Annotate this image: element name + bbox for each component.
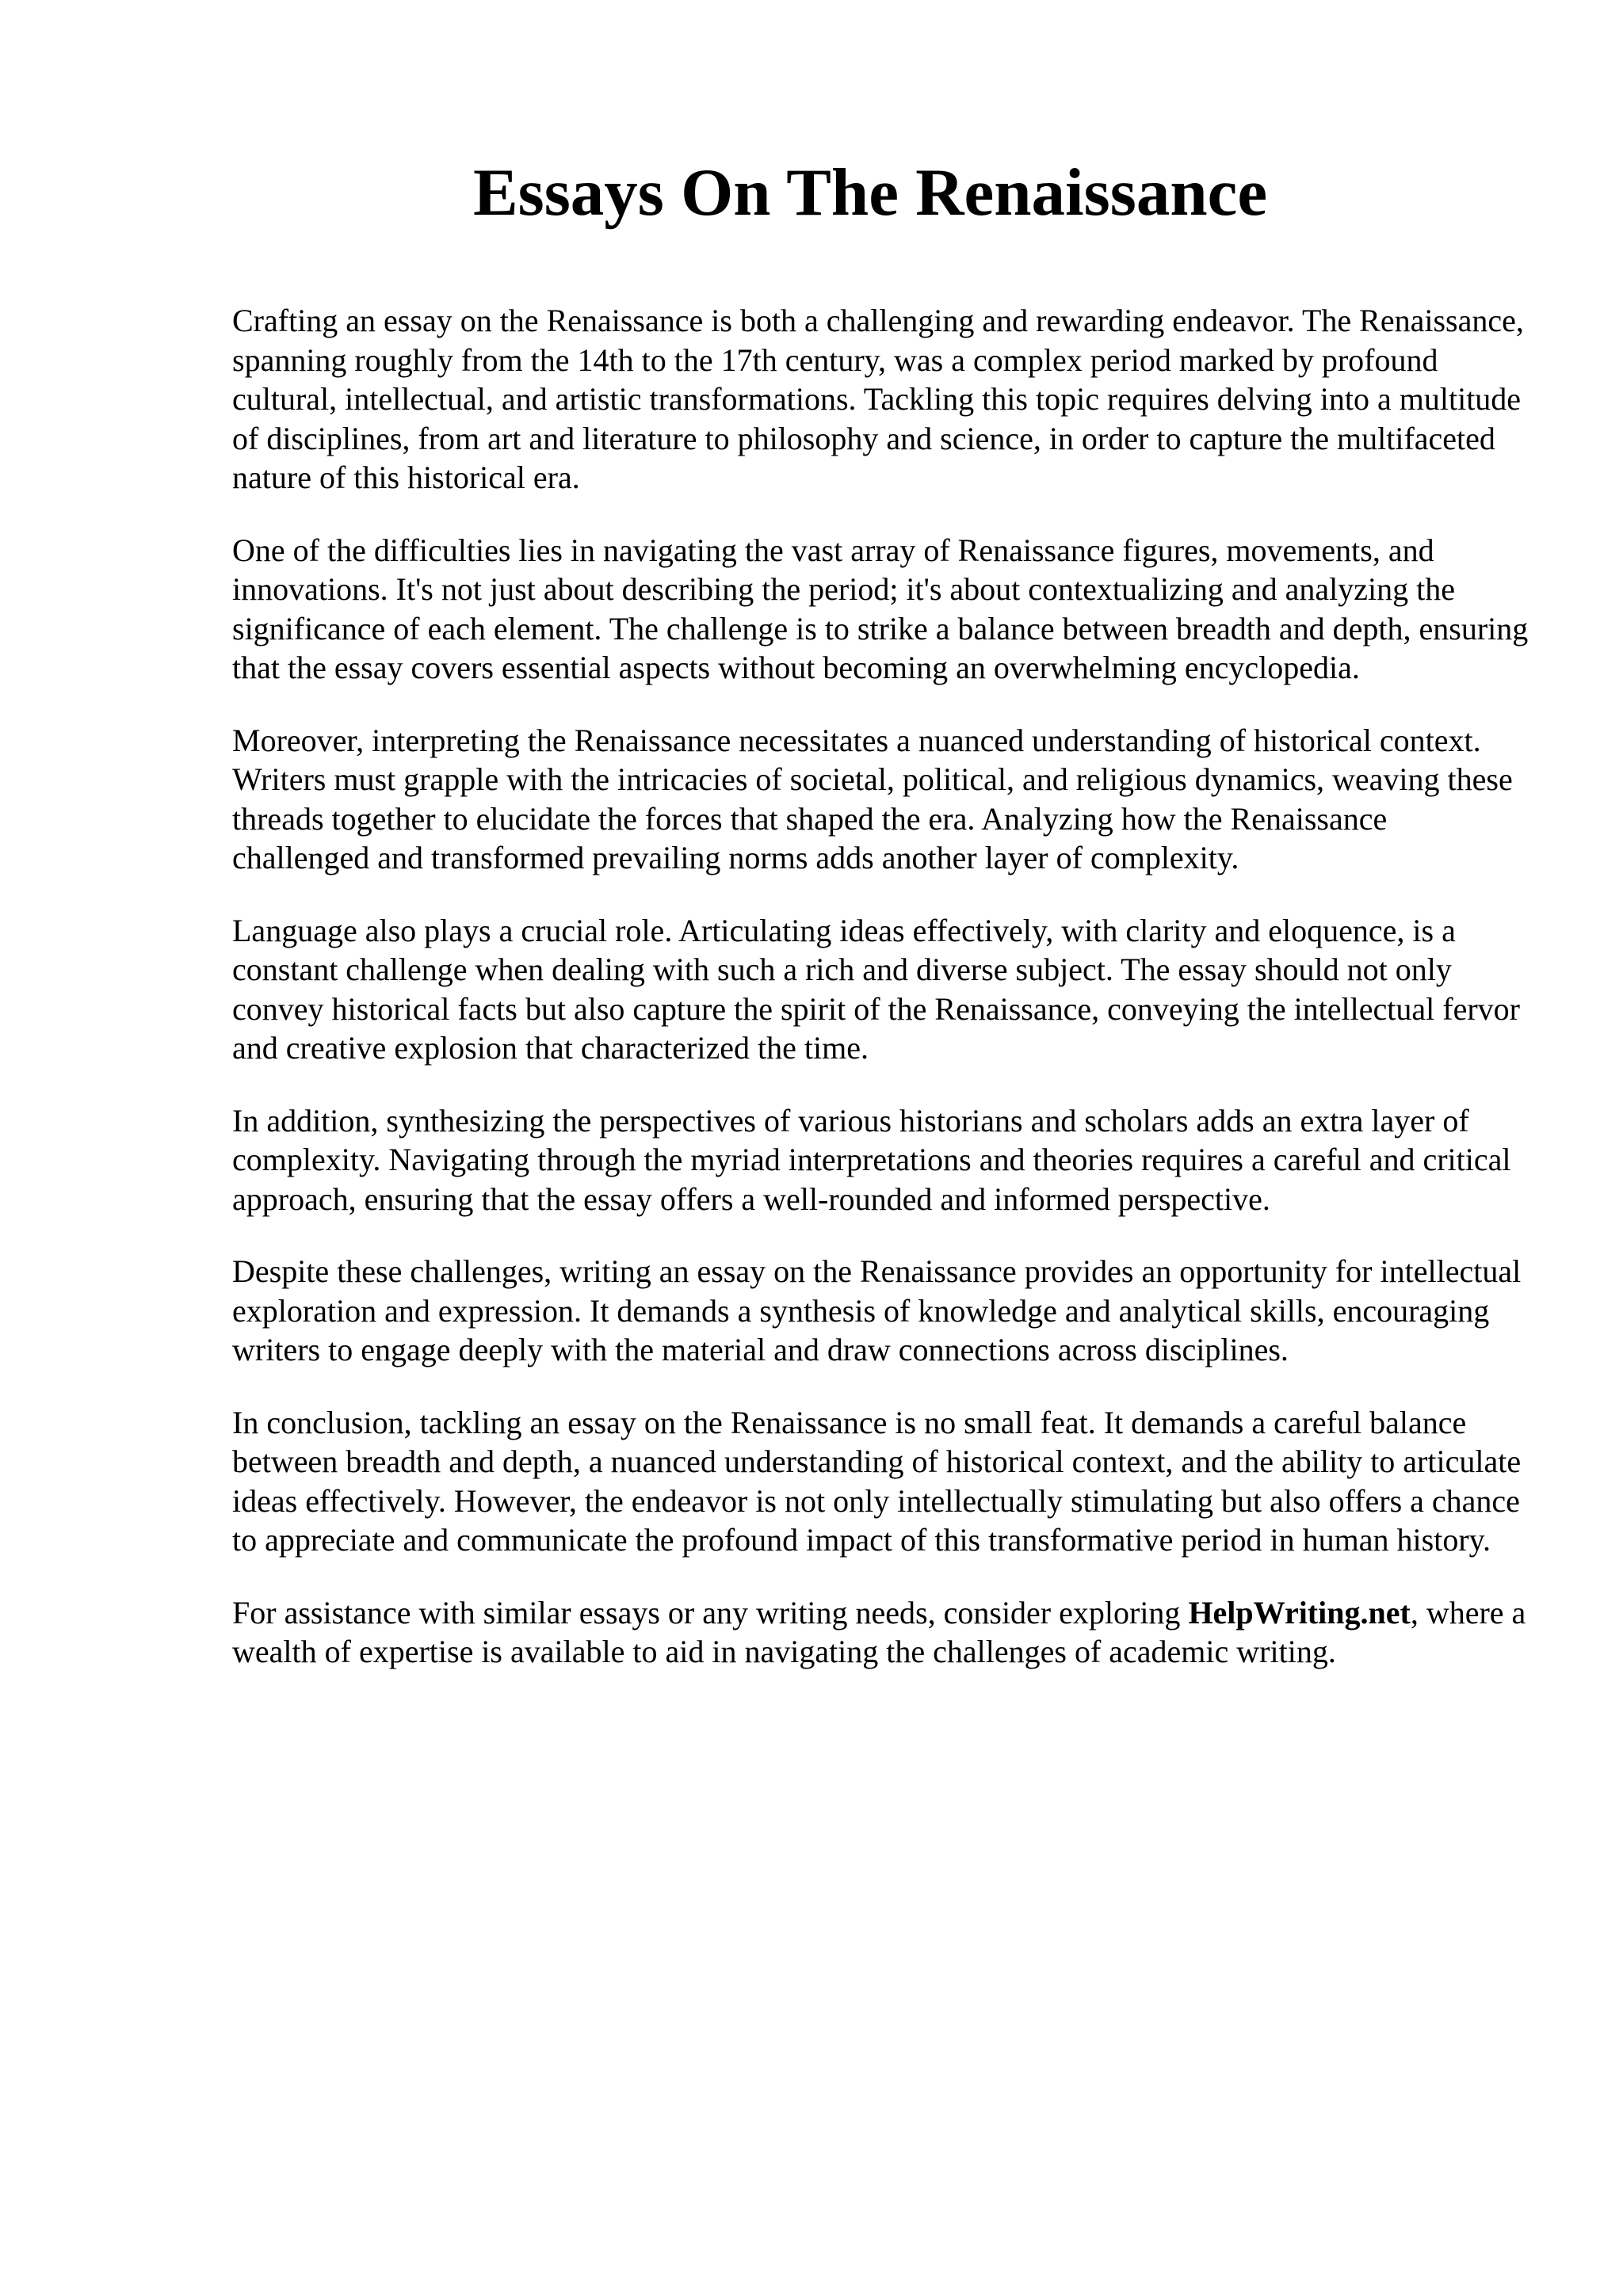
page-title: Essays On The Renaissance [472,155,1268,230]
paragraph-language: Language also plays a crucial role. Articulating ideas effectively, with clarity and eloquence, is a constant challenge when dealing with such a rich and diverse subject. The essay should not only convey historical facts but also capture the spirit of the Renaissance, conveying the intellectual fervor and creative explosion that characterized the time. [232,912,1520,1066]
closing-text-after: , where a wealth of expertise is available to aid in navigating the challenges of academic writing. [232,1594,1526,1669]
paragraph-perspectives: In addition, synthesizing the perspectives of various historians and scholars adds an extra layer of complexity. Navigating through the myriad interpretations and theories requires a careful and critical approach, ensuring that the essay offers a well-rounded and informed perspective. [232,1102,1511,1217]
helpwriting-link[interactable]: HelpWriting.net [1188,1594,1411,1630]
paragraph-conclusion: In conclusion, tackling an essay on the Renaissance is no small feat. It demands a careful balance between breadth and depth, a nuanced understanding of historical context, and the ability to articulate ideas effectively. However, the endeavor is not only intellectually stimulating but also offers a chance to appreciate and communicate the profound impact of this transformative period in human history. [232,1404,1522,1558]
paragraph-context: Moreover, interpreting the Renaissance necessitates a nuanced understanding of historical context. Writers must grapple with the intricacies of societal, political, and religious dynamics, weaving these threads together to elucidate the forces that shaped the era. Analyzing how the Renaissance challenged and transformed prevailing norms adds another layer of complexity. [232,722,1513,875]
paragraph-difficulties: One of the difficulties lies in navigating the vast array of Renaissance figures, movements, and innovations. It's not just about describing the period; it's about contextualizing and analyzing the significance of each element. The challenge is to strike a balance between breadth and depth, ensuring that the essay covers essential aspects without becoming an overwhelming encyclopedia. [232,532,1529,685]
paragraph-opportunity: Despite these challenges, writing an essay on the Renaissance provides an opportunity for intellectual exploration and expression. It demands a synthesis of knowledge and analytical skills, encouraging writers to engage deeply with the material and draw connections across disciplines. [232,1253,1522,1367]
document-body [232,301,1532,1705]
paragraph-intro: Crafting an essay on the Renaissance is both a challenging and rewarding endeavor. The Renaissance, spanning roughly from the 14th to the 17th century, was a complex period marked by profound cultural, intellectual, and artistic transformations. Tackling this topic requires delving into a multitude of disciplines, from art and literature to philosophy and science, in order to capture the multifaceted nature of this historical era. [232,303,1524,495]
paragraph-closing [232,1593,1532,1672]
closing-text-before: For assistance with similar essays or any writing needs, consider exploring [232,1594,1189,1630]
